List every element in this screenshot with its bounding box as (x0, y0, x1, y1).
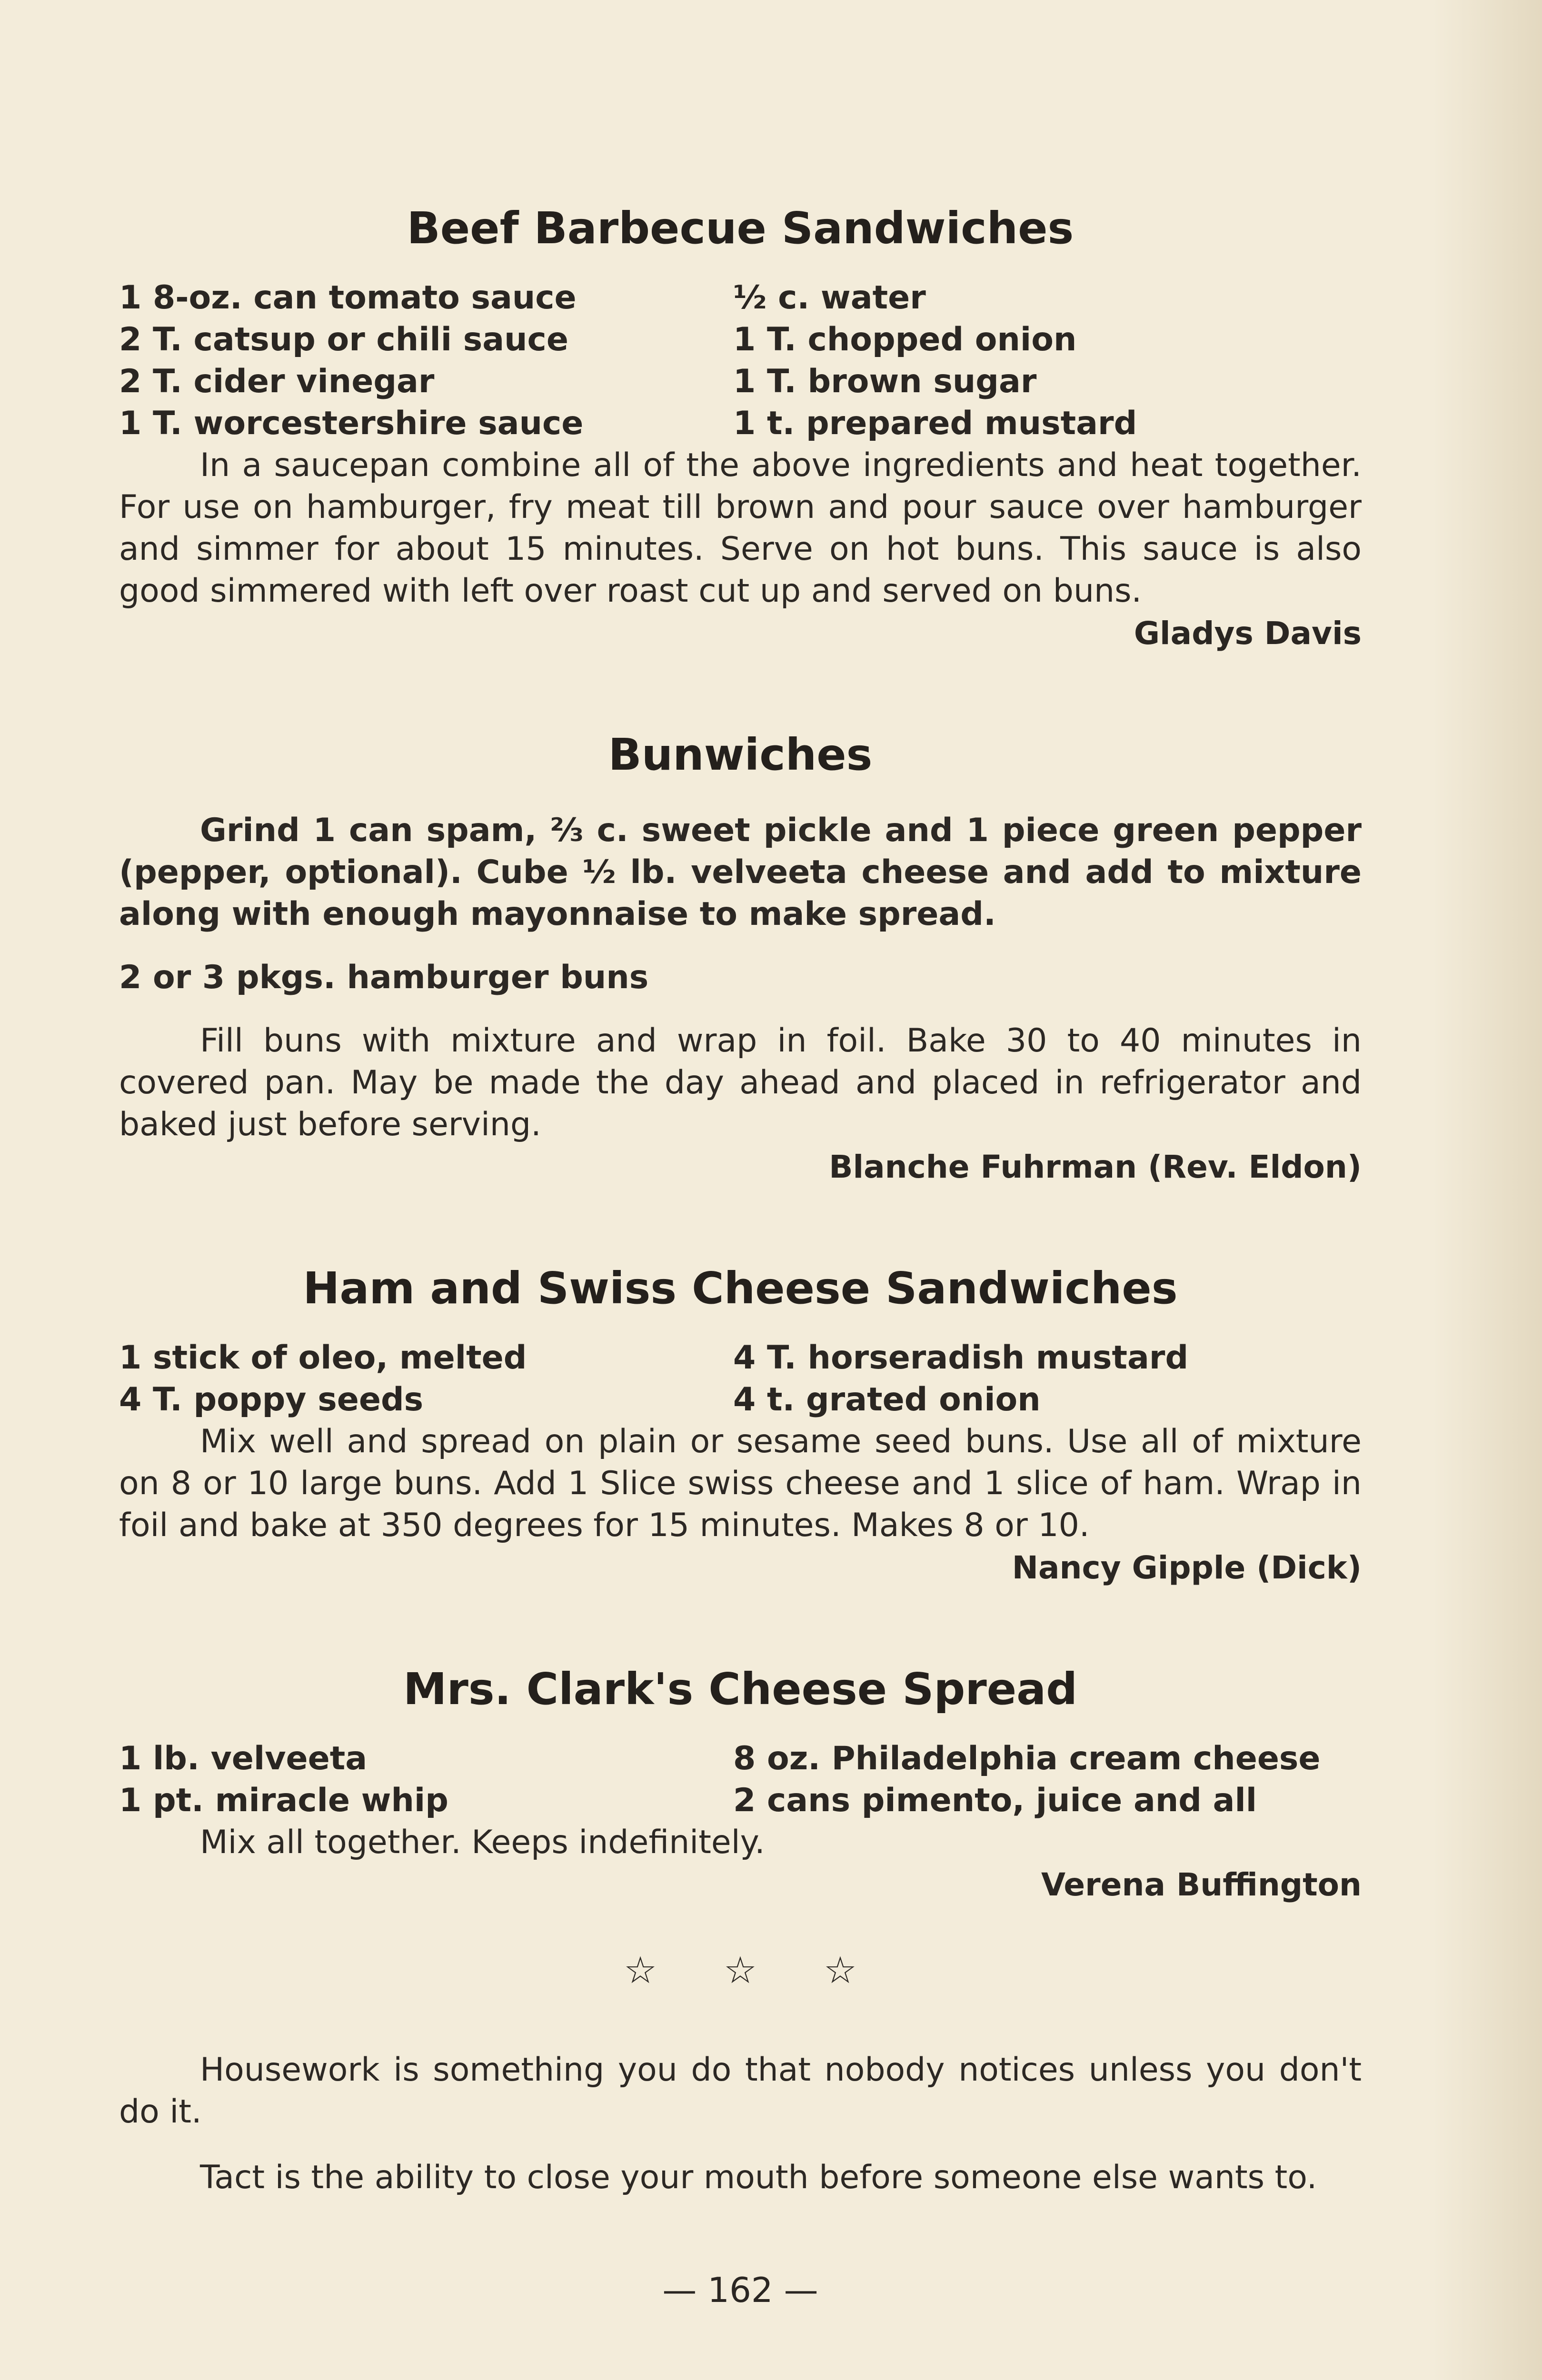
recipe-intro: Grind 1 can spam, ⅔ c. sweet pickle and 1 piece green pepper (pepper, optional). Cube ½ lb. velveeta cheese and add to mixture along with enough mayonnaise to make spread. (119, 812, 1362, 933)
star-divider (119, 1949, 1362, 1992)
ingredient: 1 T. worcestershire sauce (119, 405, 584, 442)
star-icon: ☆ (624, 1949, 657, 1992)
ingredient: 1 8-oz. can tomato sauce (119, 279, 577, 317)
recipe-directions: In a saucepan combine all of the above ingredients and heat together. For use on hamburger, fry meat till brown and pour sauce over hamburger and simmer for about 15 minutes. Serve on hot buns. This sauce is also good simmered with left over roast cut up and served on buns. (119, 446, 1362, 610)
recipe-author: Gladys Davis (1134, 615, 1362, 652)
recipe-title: Beef Barbecue Sandwiches (407, 203, 1074, 254)
ingredient: 1 pt. miracle whip (119, 1782, 448, 1819)
recipe-directions: Mix all together. Keeps indefinitely. (200, 1824, 765, 1861)
quote: Tact is the ability to close your mouth before someone else wants to. (200, 2159, 1317, 2196)
ingredient: 2 T. catsup or chili sauce (119, 321, 568, 358)
ingredient: 1 lb. velveeta (119, 1740, 368, 1777)
ingredient-list (119, 277, 1362, 445)
ingredient: 1 T. brown sugar (733, 363, 1037, 400)
recipe-author: Nancy Gipple (Dick) (1012, 1549, 1362, 1586)
recipe-ham-swiss-cheese-sandwiches (119, 1260, 1362, 1589)
recipe-title: Ham and Swiss Cheese Sandwiches (303, 1263, 1178, 1314)
page-edge-shadow (1433, 0, 1542, 2380)
recipe-author: Blanche Fuhrman (Rev. Eldon) (829, 1149, 1362, 1185)
ingredient: 2 cans pimento, juice and all (733, 1782, 1257, 1819)
ingredient: 4 T. poppy seeds (119, 1381, 424, 1418)
recipe-author: Verena Buffington (1041, 1866, 1362, 1903)
ingredient: 4 t. grated onion (733, 1381, 1041, 1418)
star-icon: ☆ (724, 1949, 757, 1992)
recipe-directions: Mix well and spread on plain or sesame seed buns. Use all of mixture on 8 or 10 large buns. Add 1 Slice swiss cheese and 1 slice of ham. Wrap in foil and bake at 350 degrees for 15 minutes. Makes 8 or 10. (119, 1423, 1362, 1544)
ingredient: 1 t. prepared mustard (733, 405, 1137, 442)
recipe-extra-ingredient: 2 or 3 pkgs. hamburger buns (119, 959, 649, 996)
recipe-title: Bunwiches (608, 729, 873, 780)
ingredient: 2 T. cider vinegar (119, 363, 435, 400)
page-number: — 162 — (662, 2270, 818, 2310)
ingredient-list (119, 1337, 1362, 1421)
ingredient: 4 T. horseradish mustard (733, 1339, 1189, 1377)
ingredient: 1 T. chopped onion (733, 321, 1077, 358)
recipe-mrs-clarks-cheese-spread (119, 1661, 1362, 1906)
recipe-beef-barbecue-sandwiches (119, 200, 1362, 655)
quote: Housework is something you do that nobody notices unless you don't do it. (119, 2051, 1362, 2131)
ingredient: ½ c. water (733, 279, 926, 317)
recipe-bunwiches (119, 726, 1362, 1189)
star-icon: ☆ (823, 1949, 857, 1992)
recipe-title: Mrs. Clark's Cheese Spread (403, 1664, 1078, 1715)
cookbook-page (119, 200, 1362, 2310)
recipe-directions: Fill buns with mixture and wrap in foil. Bake 30 to 40 minutes in covered pan. May be made the day ahead and placed in refrigerator and baked just before serving. (119, 1022, 1362, 1143)
ingredient: 1 stick of oleo, melted (119, 1339, 527, 1377)
ingredient: 8 oz. Philadelphia cream cheese (733, 1740, 1321, 1777)
ingredient-list (119, 1738, 1362, 1822)
